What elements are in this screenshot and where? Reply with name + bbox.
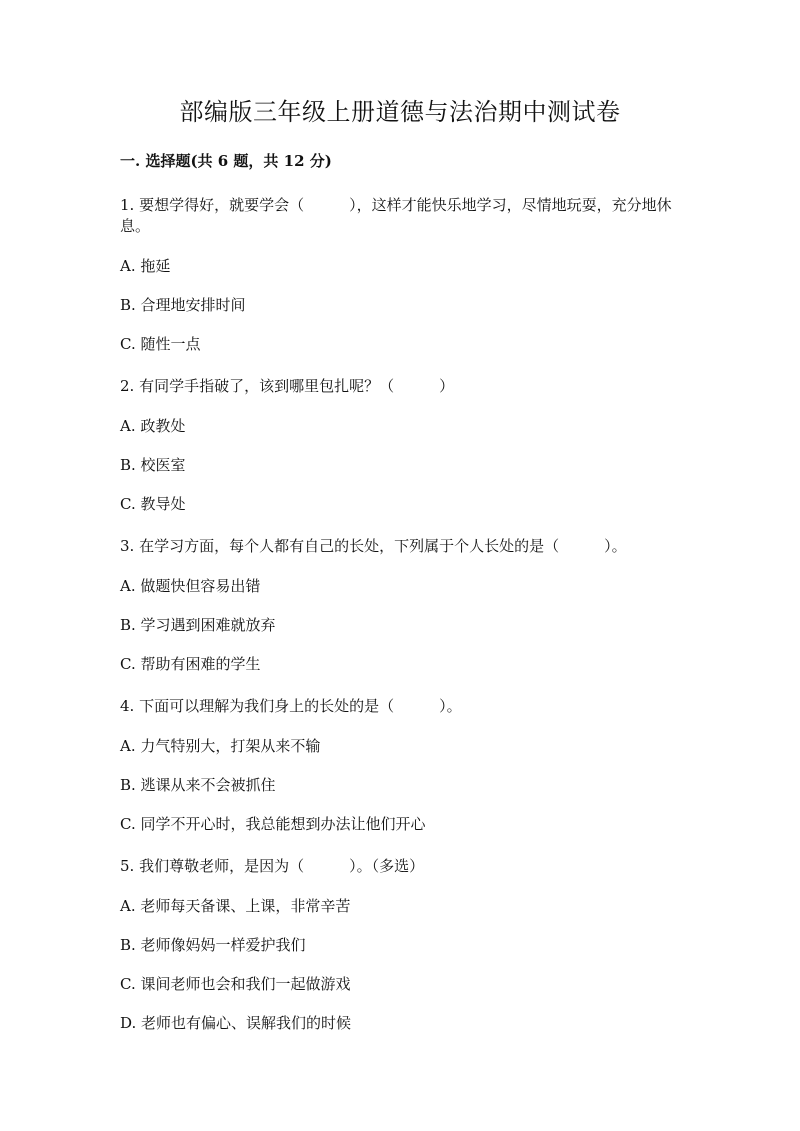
option-c: C. 帮助有困难的学生 bbox=[120, 655, 261, 673]
question-stem: 1. 要想学得好，就要学会（ ），这样才能快乐地学习，尽情地玩耍，充分地休息。 bbox=[120, 196, 672, 235]
question-4 bbox=[120, 696, 680, 834]
section-heading: 一. 选择题(共 6 题，共 12 分) bbox=[120, 152, 332, 170]
option-a: A. 做题快但容易出错 bbox=[120, 577, 261, 595]
option-c: C. 随性一点 bbox=[120, 335, 201, 353]
option-a: A. 老师每天备课、上课，非常辛苦 bbox=[120, 897, 351, 915]
option-b: B. 老师像妈妈一样爱护我们 bbox=[120, 936, 306, 954]
option-b: B. 校医室 bbox=[120, 456, 186, 474]
question-stem: 2. 有同学手指破了，该到哪里包扎呢？（ ） bbox=[120, 377, 455, 395]
option-d: D. 老师也有偏心、误解我们的时候 bbox=[120, 1014, 352, 1032]
question-stem: 5. 我们尊敬老师，是因为（ ）。（多选） bbox=[120, 857, 425, 875]
question-stem: 4. 下面可以理解为我们身上的长处的是（ ）。 bbox=[120, 697, 462, 715]
question-5 bbox=[120, 856, 680, 1033]
question-1 bbox=[120, 195, 680, 354]
question-2 bbox=[120, 376, 680, 514]
option-b: B. 合理地安排时间 bbox=[120, 296, 246, 314]
option-a: A. 拖延 bbox=[120, 257, 171, 275]
option-c: C. 教导处 bbox=[120, 495, 186, 513]
option-c: C. 同学不开心时，我总能想到办法让他们开心 bbox=[120, 815, 426, 833]
exam-title: 部编版三年级上册道德与法治期中测试卷 bbox=[179, 98, 621, 126]
option-a: A. 力气特别大，打架从来不输 bbox=[120, 737, 321, 755]
option-b: B. 逃课从来不会被抓住 bbox=[120, 776, 276, 794]
question-3 bbox=[120, 536, 680, 674]
option-c: C. 课间老师也会和我们一起做游戏 bbox=[120, 975, 351, 993]
option-b: B. 学习遇到困难就放弃 bbox=[120, 616, 276, 634]
question-stem: 3. 在学习方面，每个人都有自己的长处，下列属于个人长处的是（ ）。 bbox=[120, 537, 627, 555]
option-a: A. 政教处 bbox=[120, 417, 186, 435]
